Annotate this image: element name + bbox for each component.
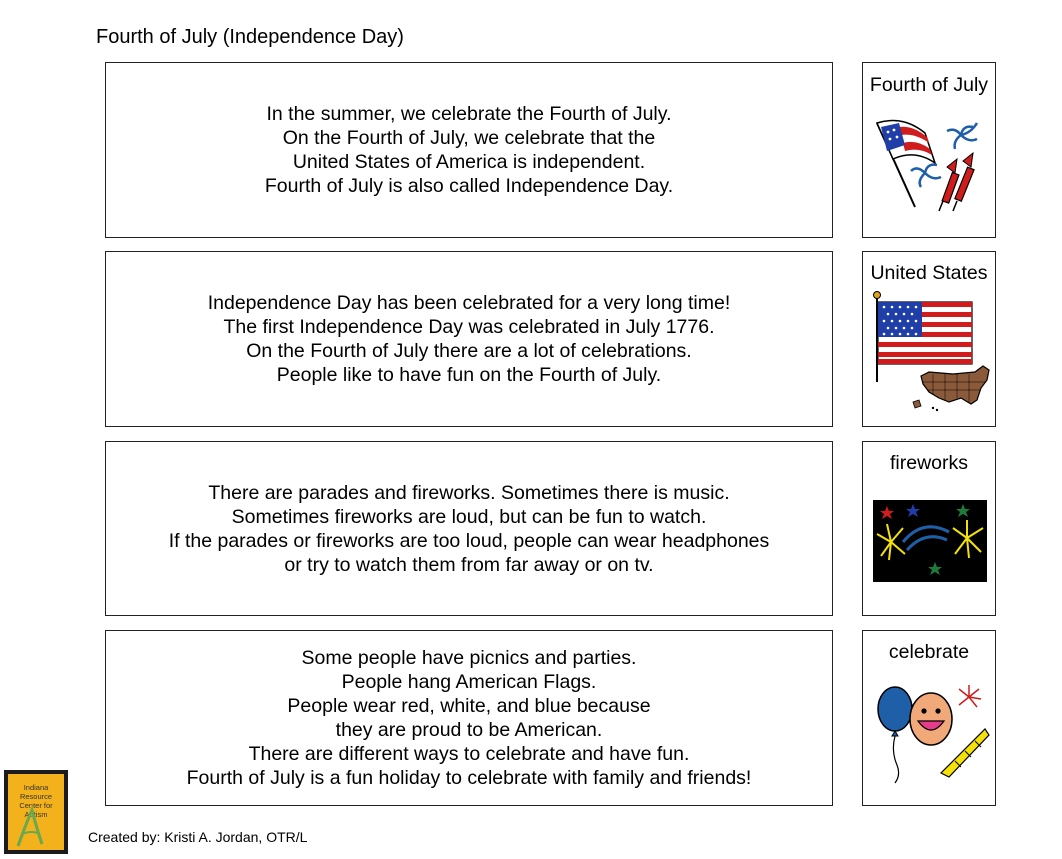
- logo-line-1: Indiana: [23, 783, 49, 792]
- celebrate-picture-card: [862, 630, 996, 806]
- page-title: Fourth of July (Independence Day): [96, 26, 404, 48]
- section-4-line-5: There are different ways to celebrate and have fun.: [248, 743, 690, 765]
- section-2-line-2: The first Independence Day was celebrated in July 1776.: [223, 316, 715, 338]
- fourth-of-july-picture-label: Fourth of July: [869, 74, 989, 96]
- section-3-line-1: There are parades and fireworks. Sometimes there is music.: [208, 481, 730, 504]
- section-3-line-4: or try to watch them from far away or on tv.: [284, 553, 654, 576]
- section-1-line-1: In the summer, we celebrate the Fourth of July.: [266, 103, 672, 125]
- logo-line-2: Resource: [19, 792, 53, 801]
- section-2-line-4: People like to have fun on the Fourth of July.: [276, 364, 662, 386]
- fourth-of-july-picture-card: [862, 62, 996, 238]
- logo-line-3: Center for: [19, 801, 53, 810]
- autism-a-swoosh-icon: [16, 804, 46, 848]
- fireworks-icon: [863, 498, 997, 588]
- section-4-line-2: People hang American Flags.: [341, 671, 597, 693]
- fireworks-picture-card: [862, 441, 996, 616]
- section-4-line-4: they are proud to be American.: [335, 719, 603, 741]
- united-states-picture-label: United States: [870, 262, 988, 284]
- logo-line-4: Autism: [24, 810, 48, 819]
- section-3-line-2: Sometimes fireworks are loud, but can be fun to watch.: [231, 505, 707, 528]
- us-flag-map-icon: [863, 290, 997, 420]
- celebrate-picture-label: celebrate: [888, 641, 970, 663]
- section-4-line-3: People wear red, white, and blue because: [287, 695, 651, 717]
- celebrate-balloon-smiley-icon: [863, 679, 997, 787]
- section-3-text-box: [105, 441, 833, 616]
- section-1-line-2: On the Fourth of July, we celebrate that the: [282, 127, 656, 149]
- section-2-line-1: Independence Day has been celebrated for a very long time!: [207, 292, 731, 314]
- footer-credit: Created by: Kristi A. Jordan, OTR/L: [88, 829, 308, 845]
- fourth-of-july-flag-fireworks-icon: [863, 115, 997, 215]
- section-4-line-1: Some people have picnics and parties.: [301, 647, 637, 669]
- section-1-line-4: Fourth of July is also called Independence Day.: [264, 175, 674, 197]
- section-1-text-box: [105, 62, 833, 238]
- united-states-picture-card: [862, 251, 996, 427]
- section-2-line-3: On the Fourth of July there are a lot of celebrations.: [246, 340, 692, 362]
- section-4-line-6: Fourth of July is a fun holiday to celebrate with family and friends!: [186, 767, 752, 789]
- section-3-line-3: If the parades or fireworks are too loud, people can wear headphones: [168, 529, 770, 552]
- section-1-line-3: United States of America is independent.: [292, 151, 646, 173]
- fireworks-picture-label: fireworks: [889, 452, 968, 474]
- section-2-text-box: [105, 251, 833, 427]
- indiana-resource-center-for-autism-logo: [4, 770, 68, 854]
- section-4-text-box: [105, 630, 833, 806]
